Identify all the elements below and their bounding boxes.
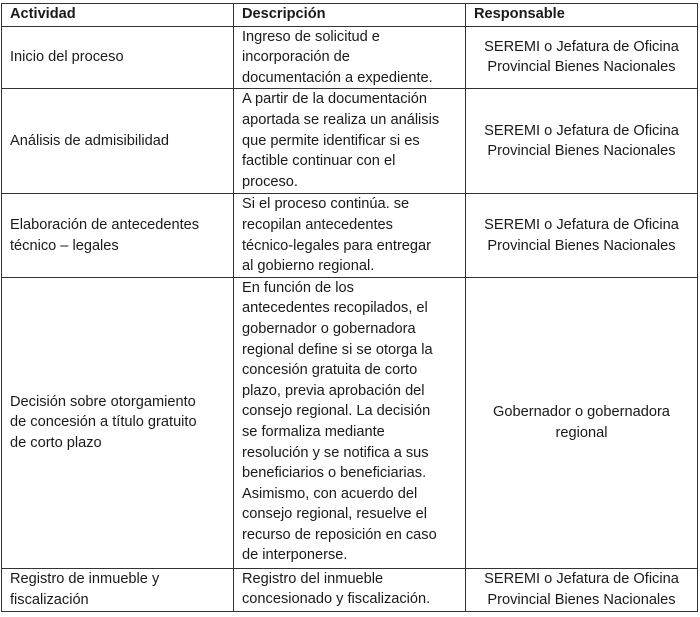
cell-responsable-line: Provincial Bienes Nacionales	[487, 143, 676, 160]
table-body	[2, 26, 698, 611]
cell-descripcion-line: proceso.	[242, 173, 298, 190]
table-row	[2, 568, 698, 611]
cell-descripcion-line: se formaliza mediante	[242, 423, 385, 440]
header-descripcion: Descripción	[234, 4, 466, 27]
cell-responsable-line: SEREMI o Jefatura de Oficina	[484, 122, 679, 139]
cell-responsable	[466, 89, 698, 194]
cell-descripcion	[234, 277, 466, 568]
cell-descripcion-line: concesionado y fiscalización.	[242, 591, 431, 608]
cell-responsable-line: Gobernador o gobernadora	[493, 404, 670, 421]
cell-descripcion-line: antecedentes recopilados, el	[242, 300, 428, 317]
table-row	[2, 277, 698, 568]
cell-descripcion-line: recopilan antecedentes	[242, 216, 393, 233]
cell-descripcion-line: de interponerse.	[242, 547, 348, 564]
cell-descripcion-line: al gobierno regional.	[242, 258, 375, 275]
cell-descripcion-line: Asimismo, con acuerdo del	[242, 485, 418, 502]
cell-descripcion	[234, 89, 466, 194]
cell-actividad-line: Análisis de admisibilidad	[10, 133, 169, 150]
cell-descripcion-line: regional define si se otorga la	[242, 341, 433, 358]
cell-descripcion-line: resolución y se notifica a sus	[242, 444, 429, 461]
cell-actividad-line: Registro de inmueble y	[10, 571, 160, 588]
table-row	[2, 26, 698, 89]
cell-actividad-line: fiscalización	[10, 591, 89, 608]
cell-responsable-line: SEREMI o Jefatura de Oficina	[484, 571, 679, 588]
cell-descripcion	[234, 26, 466, 89]
cell-descripcion-line: beneficiarios o beneficiarias.	[242, 465, 427, 482]
cell-descripcion-line: Si el proceso continúa. se	[242, 196, 410, 213]
cell-descripcion-line: aportada se realiza un análisis	[242, 111, 440, 128]
cell-responsable-line: SEREMI o Jefatura de Oficina	[484, 38, 679, 55]
cell-descripcion-line: documentación a expediente.	[242, 69, 433, 86]
table-row	[2, 89, 698, 194]
cell-actividad-line: Inicio del proceso	[10, 49, 124, 66]
cell-responsable	[466, 194, 698, 277]
cell-descripcion-line: consejo regional, resuelve el	[242, 506, 427, 523]
cell-descripcion-line: incorporación de	[242, 49, 350, 66]
cell-descripcion-line: técnico-legales para entregar	[242, 237, 432, 254]
cell-actividad-line: Decisión sobre otorgamiento	[10, 393, 196, 410]
cell-descripcion-line: Ingreso de solicitud e	[242, 28, 380, 45]
table-row	[2, 194, 698, 277]
header-responsable: Responsable	[466, 4, 698, 27]
process-table-container	[1, 3, 697, 612]
header-row	[2, 4, 698, 27]
cell-actividad	[2, 89, 234, 194]
cell-actividad-line: de concesión a título gratuito	[10, 414, 197, 431]
cell-descripcion-line: En función de los	[242, 279, 354, 296]
cell-descripcion-line: consejo regional. La decisión	[242, 403, 431, 420]
cell-responsable	[466, 568, 698, 611]
cell-descripcion-line: plazo, previa aprobación del	[242, 382, 425, 399]
cell-actividad	[2, 194, 234, 277]
cell-descripcion-line: concesión gratuita de corto	[242, 362, 418, 379]
header-actividad: Actividad	[2, 4, 234, 27]
process-table	[1, 3, 698, 612]
cell-descripcion-line: gobernador o gobernadora	[242, 320, 416, 337]
cell-descripcion-line: A partir de la documentación	[242, 91, 427, 108]
cell-responsable	[466, 277, 698, 568]
cell-actividad-line: técnico – legales	[10, 237, 119, 254]
cell-responsable-line: regional	[555, 424, 608, 441]
cell-responsable-line: SEREMI o Jefatura de Oficina	[484, 216, 679, 233]
cell-actividad	[2, 277, 234, 568]
cell-actividad-line: Elaboración de antecedentes	[10, 216, 200, 233]
cell-descripcion-line: Registro del inmueble	[242, 570, 384, 587]
cell-actividad	[2, 568, 234, 611]
cell-responsable-line: Provincial Bienes Nacionales	[487, 237, 676, 254]
cell-responsable-line: Provincial Bienes Nacionales	[487, 591, 676, 608]
cell-responsable	[466, 26, 698, 89]
cell-descripcion-line: que permite identificar si es	[242, 132, 420, 149]
cell-descripcion-line: recurso de reposición en caso	[242, 526, 437, 543]
cell-descripcion	[234, 194, 466, 277]
cell-descripcion	[234, 568, 466, 611]
cell-actividad	[2, 26, 234, 89]
cell-descripcion-line: factible continuar con el	[242, 153, 396, 170]
cell-responsable-line: Provincial Bienes Nacionales	[487, 59, 676, 76]
cell-actividad-line: de corto plazo	[10, 435, 102, 452]
